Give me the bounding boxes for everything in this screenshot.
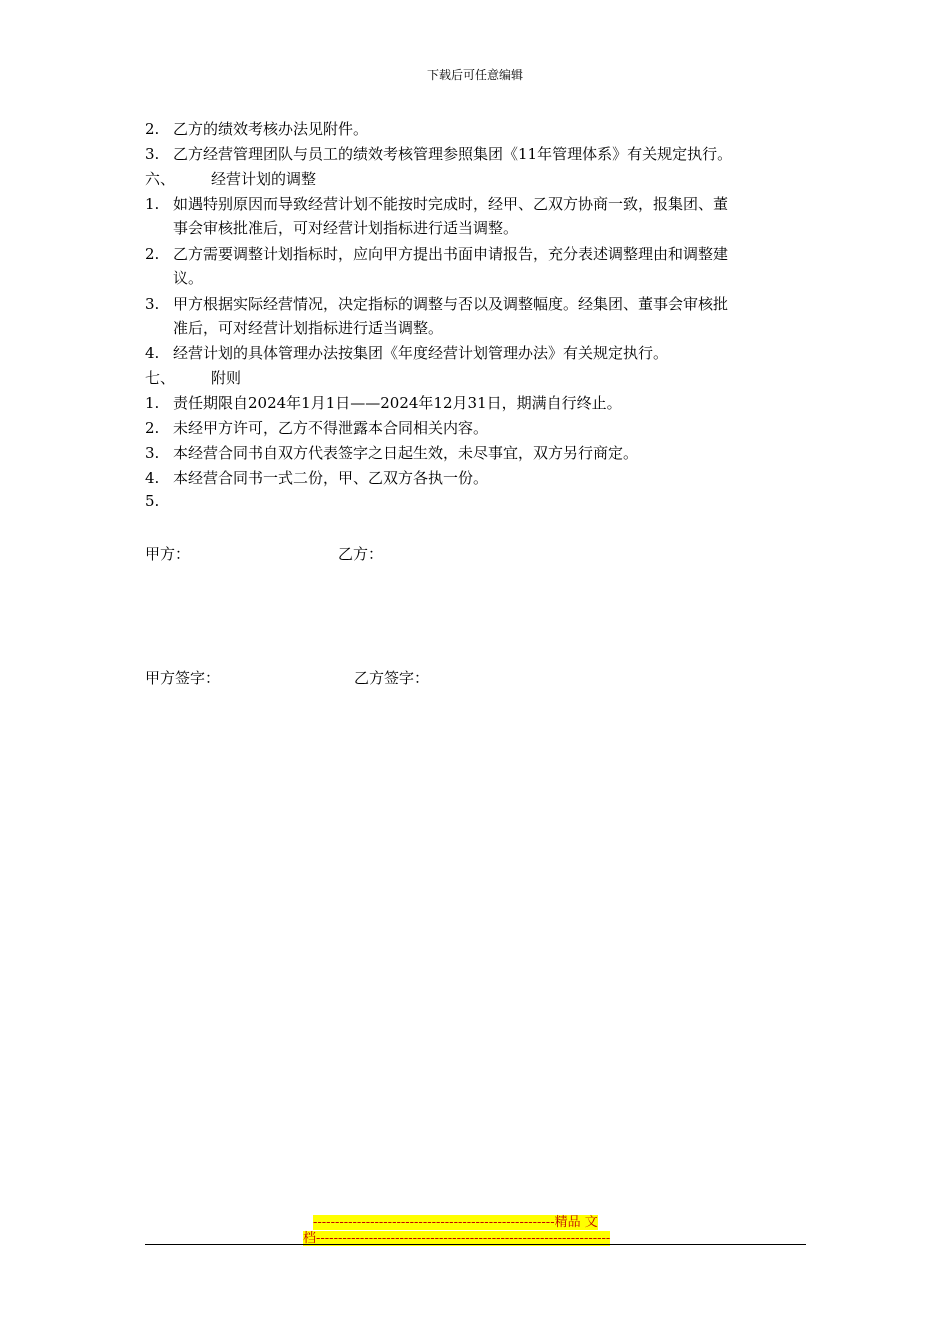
- clause-number: 3.: [145, 295, 160, 313]
- footer-highlight-text: 档-------------------------------------------------------------------: [303, 1231, 611, 1246]
- clause-number: 2.: [145, 120, 160, 138]
- clause-text: 本经营合同书一式二份，甲、乙双方各执一份。: [173, 469, 489, 487]
- section-title: 经营计划的调整: [211, 170, 317, 188]
- clause-text: 责任期限自2024年1月1日——2024年12月31日，期满自行终止。: [173, 394, 622, 412]
- section-number: 七、: [145, 369, 176, 387]
- clause-text: 乙方的绩效考核办法见附件。: [173, 120, 369, 138]
- clause-item: [145, 392, 622, 413]
- clause-continuation: 议。: [173, 269, 204, 287]
- clause-text: 本经营合同书自双方代表签字之日起生效，未尽事宜，双方另行商定。: [173, 444, 639, 462]
- clause-item: [145, 492, 173, 510]
- party-b-label: 乙方：: [338, 545, 384, 563]
- party-b-signature-label: 乙方签字：: [354, 669, 430, 687]
- footer-highlight-text: -------------------------------------------------------精品 文: [313, 1215, 598, 1230]
- party-a-label: 甲方：: [145, 545, 191, 563]
- clause-item: [145, 118, 368, 139]
- clause-item: [145, 342, 668, 363]
- clause-item: [145, 293, 728, 314]
- clause-text: 未经甲方许可，乙方不得泄露本合同相关内容。: [173, 419, 489, 437]
- clause-number: 5.: [145, 492, 160, 510]
- section-number: 六、: [145, 170, 176, 188]
- clause-number: 3.: [145, 444, 160, 462]
- clause-number: 3.: [145, 145, 160, 163]
- clause-number: 2.: [145, 245, 160, 263]
- clause-text: 乙方经营管理团队与员工的绩效考核管理参照集团《11年管理体系》有关规定执行。: [173, 145, 733, 163]
- clause-text: 如遇特别原因而导致经营计划不能按时完成时，经甲、乙双方协商一致，报集团、董: [173, 195, 729, 213]
- clause-number: 2.: [145, 419, 160, 437]
- section-heading: [145, 367, 241, 388]
- page-header: 下载后可任意编辑: [426, 68, 523, 82]
- section-heading: [145, 168, 316, 189]
- clause-number: 1.: [145, 394, 160, 412]
- clause-text: 甲方根据实际经营情况，决定指标的调整与否以及调整幅度。经集团、董事会审核批: [173, 295, 729, 313]
- clause-item: [145, 143, 732, 164]
- clause-text: 乙方需要调整计划指标时，应向甲方提出书面申请报告，充分表述调整理由和调整建: [173, 245, 729, 263]
- clause-item: [145, 442, 638, 463]
- party-a-signature-label: 甲方签字：: [145, 669, 221, 687]
- clause-item: [145, 417, 488, 438]
- section-title: 附则: [211, 369, 242, 387]
- clause-number: 4.: [145, 469, 160, 487]
- clause-item: [145, 467, 488, 488]
- footer-rule: [145, 1244, 806, 1245]
- clause-continuation: 准后，可对经营计划指标进行适当调整。: [173, 319, 444, 337]
- clause-number: 1.: [145, 195, 160, 213]
- clause-item: [145, 243, 728, 264]
- clause-item: [145, 193, 728, 214]
- clause-text: 经营计划的具体管理办法按集团《年度经营计划管理办法》有关规定执行。: [173, 344, 669, 362]
- clause-number: 4.: [145, 344, 160, 362]
- clause-continuation: 事会审核批准后，可对经营计划指标进行适当调整。: [173, 219, 519, 237]
